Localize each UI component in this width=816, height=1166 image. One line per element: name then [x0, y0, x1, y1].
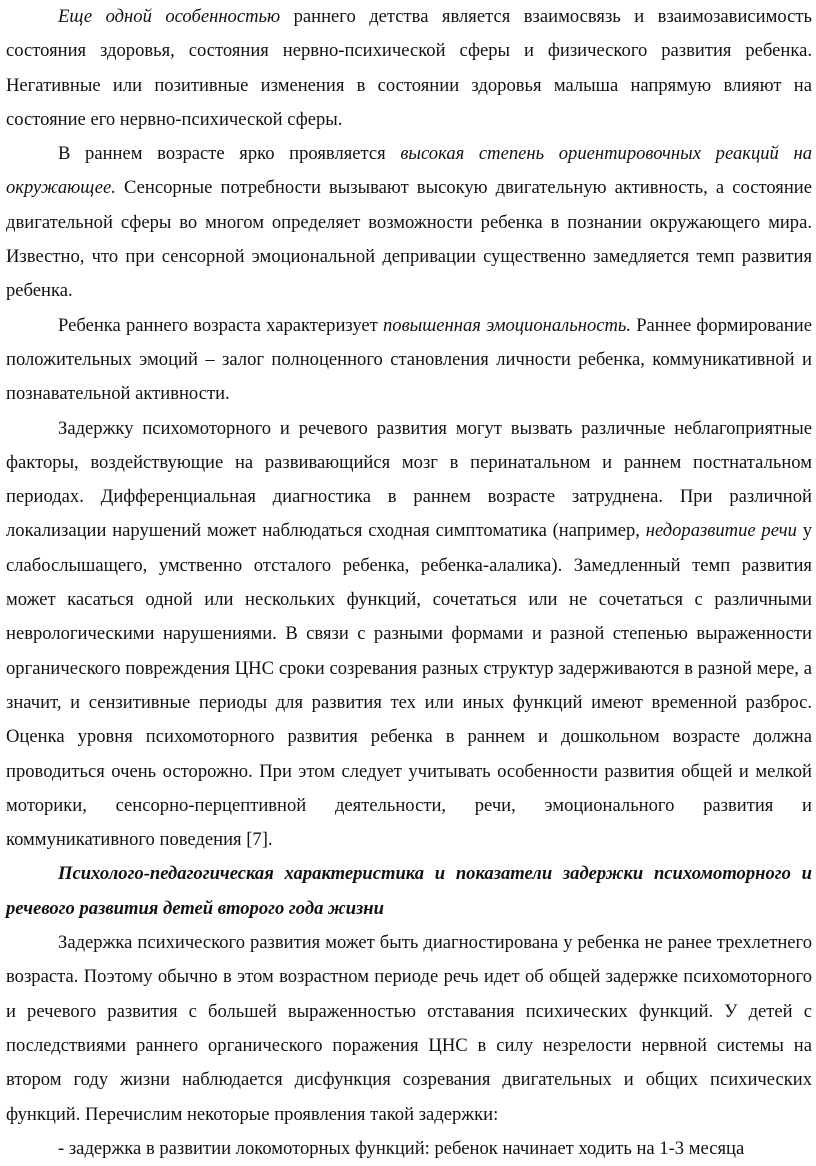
italic-phrase: недоразвитие речи	[645, 520, 797, 542]
paragraph-text-before: Ребенка раннего возраста характеризует	[58, 314, 383, 336]
italic-phrase: повышенная эмоциональность.	[382, 314, 632, 336]
paragraph-text: раннего детства является взаимосвязь и взаимозависимость состояния здоровья, состояния нервно-психической сферы и физического развития ребенка. Негативные или позитивные изменения в состоянии здоровья малыша напрямую влияют на состояние его нервно-психической сферы.	[6, 6, 812, 130]
italic-phrase: высокая степень ориентировочных реакций на окружающее.	[6, 143, 813, 199]
paragraph-text-after: Сенсорные потребности вызывают высокую двигательную активность, а состояние двигательной сферы во многом определяет возможности ребенка в познании окружающего мира. Известно, что при сенсорной эмоциональной депривации существенно замедляется темп развития ребенка.	[6, 177, 812, 302]
paragraph-text-after: у слабослышащего, умственно отсталого ребенка, ребенка-алалика). Замедленный темп развития может касаться одной или нескольких функций, сочетаться или не сочетаться с различными неврологическими нарушениями. В связи с разными формами и разной степенью выраженности органического повреждения ЦНС сроки созревания разных структур задерживаются в разной мере, а значит, и сензитивные периоды для развития тех или иных функций имеют временной разброс. Оценка уровня психомоторного развития ребенка в раннем и дошкольном возрасте должна проводиться очень осторожно. При этом следует учитывать особенности развития общей и мелкой моторики, сенсорно-перцептивной деятельности, речи, эмоционального развития и коммуникативного поведения [7].	[6, 520, 812, 851]
paragraph-text-before: Задержку психомоторного и речевого развития могут вызвать различные неблагоприятные факторы, воздействующие на развивающийся мозг в перинатальном и раннем постнатальном периодах. Дифференциальная диагностика в раннем возрасте затруднена. При различной локализации нарушений может наблюдаться сходная симптоматика (например,	[6, 417, 812, 542]
paragraph-orienting-reactions	[6, 137, 812, 308]
paragraph-after-heading: Задержка психического развития может быть диагностирована у ребенка не ранее трехлетнего возраста. Поэтому обычно в этом возрастном периоде речь идет об общей задержке психомоторного и речевого развития с большей выраженностью отставания психических функций. У детей с последствиями раннего органического поражения ЦНС в силу незрелости нервной системы на втором году жизни наблюдается дисфункция созревания двигательных и общих психических функций. Перечислим некоторые проявления такой задержки:	[6, 932, 812, 1125]
list-item: - задержка в развитии локомоторных функций: ребенок начинает ходить на 1-3 месяца	[58, 1137, 745, 1159]
italic-lead-phrase: Еще одной особенностью	[58, 6, 281, 27]
paragraph-early-childhood-feature	[6, 0, 812, 137]
document-page	[6, 0, 812, 1166]
paragraph-psychomotor-delay	[6, 412, 812, 858]
paragraph-text-after: Раннее формирование положительных эмоций – залог полноценного становления личности ребенка, коммуникативной и познавательной активности.	[6, 314, 813, 405]
section-heading: Психолого-педагогическая характеристика и показатели задержки психомоторного и речевого развития детей второго года жизни	[6, 863, 812, 919]
paragraph-emotionality	[6, 309, 812, 412]
paragraph-text-before: В раннем возрасте ярко проявляется	[58, 143, 401, 165]
